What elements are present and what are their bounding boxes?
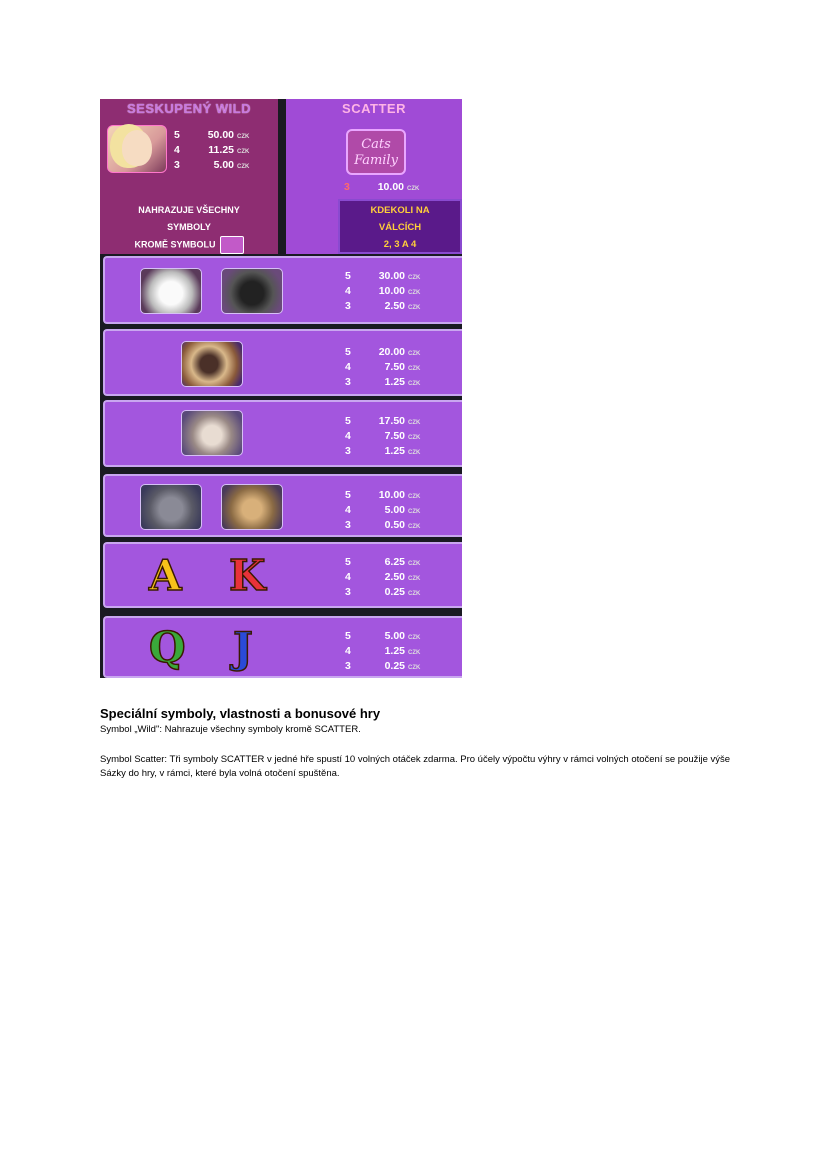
- letter-j-symbol: J: [233, 623, 253, 672]
- wild-title: SESKUPENÝ WILD: [126, 101, 251, 116]
- black-persian-cat-icon: [221, 268, 283, 314]
- white-persian-cat-icon: [140, 268, 202, 314]
- section-heading: Speciální symboly, vlastnosti a bonusové hry: [100, 706, 381, 721]
- tabby-cat-icon: [221, 484, 283, 530]
- letter-k-symbol: K: [229, 551, 266, 600]
- paytable-row: 5 30.00 CZK 4 10.00 CZK 3 2.50 CZK: [103, 256, 462, 324]
- cats-family-logo-icon: Cats Family: [346, 129, 406, 175]
- fluffy-cat-icon: [181, 410, 243, 456]
- paytable-image: [100, 99, 462, 678]
- scatter-title: SCATTER: [342, 101, 406, 116]
- grey-cat-icon: [140, 484, 202, 530]
- letter-q-symbol: Q: [149, 623, 186, 672]
- wild-paylist: 5 50.00 CZK 4 11.25 CZK 3 5.00 CZK: [174, 129, 250, 171]
- scatter-mini-icon: [220, 236, 244, 254]
- paytable-row: 5 17.50 CZK 4 7.50 CZK 3 1.25 CZK: [103, 400, 462, 467]
- paytable-row: 5 10.00 CZK 4 5.00 CZK 3 0.50 CZK: [103, 474, 462, 537]
- wild-panel: [100, 99, 278, 254]
- paytable-row: Q J 5 5.00 CZK 4 1.25 CZK 3 0.25 CZK: [103, 616, 462, 678]
- scatter-anywhere-box: KDEKOLI NA VÁLCÍCH 2, 3 A 4: [338, 199, 462, 254]
- siamese-cat-icon: [181, 341, 243, 387]
- wild-symbol-icon: [107, 125, 167, 173]
- paytable-row: A K 5 6.25 CZK 4 2.50 CZK 3 0.25 CZK: [103, 542, 462, 608]
- wild-paragraph: Symbol „Wild": Nahrazuje všechny symboly kromě SCATTER.: [100, 724, 361, 735]
- scatter-paragraph: Symbol Scatter: Tři symboly SCATTER v jedné hře spustí 10 volných otáček zdarma. Pro účely výpočtu výhry v rámci volných otočení se použije výše Sázky do hry, v rámci, které byla volná otočení spuštěna.: [100, 754, 731, 779]
- scatter-pay: 3 10.00 CZK: [344, 181, 420, 193]
- wild-description: NAHRAZUJE VŠECHNY SYMBOLY KROMĚ SYMBOLU: [100, 202, 278, 254]
- scatter-panel: [286, 99, 462, 254]
- letter-a-symbol: A: [149, 551, 182, 600]
- paytable-row: 5 20.00 CZK 4 7.50 CZK 3 1.25 CZK: [103, 329, 462, 396]
